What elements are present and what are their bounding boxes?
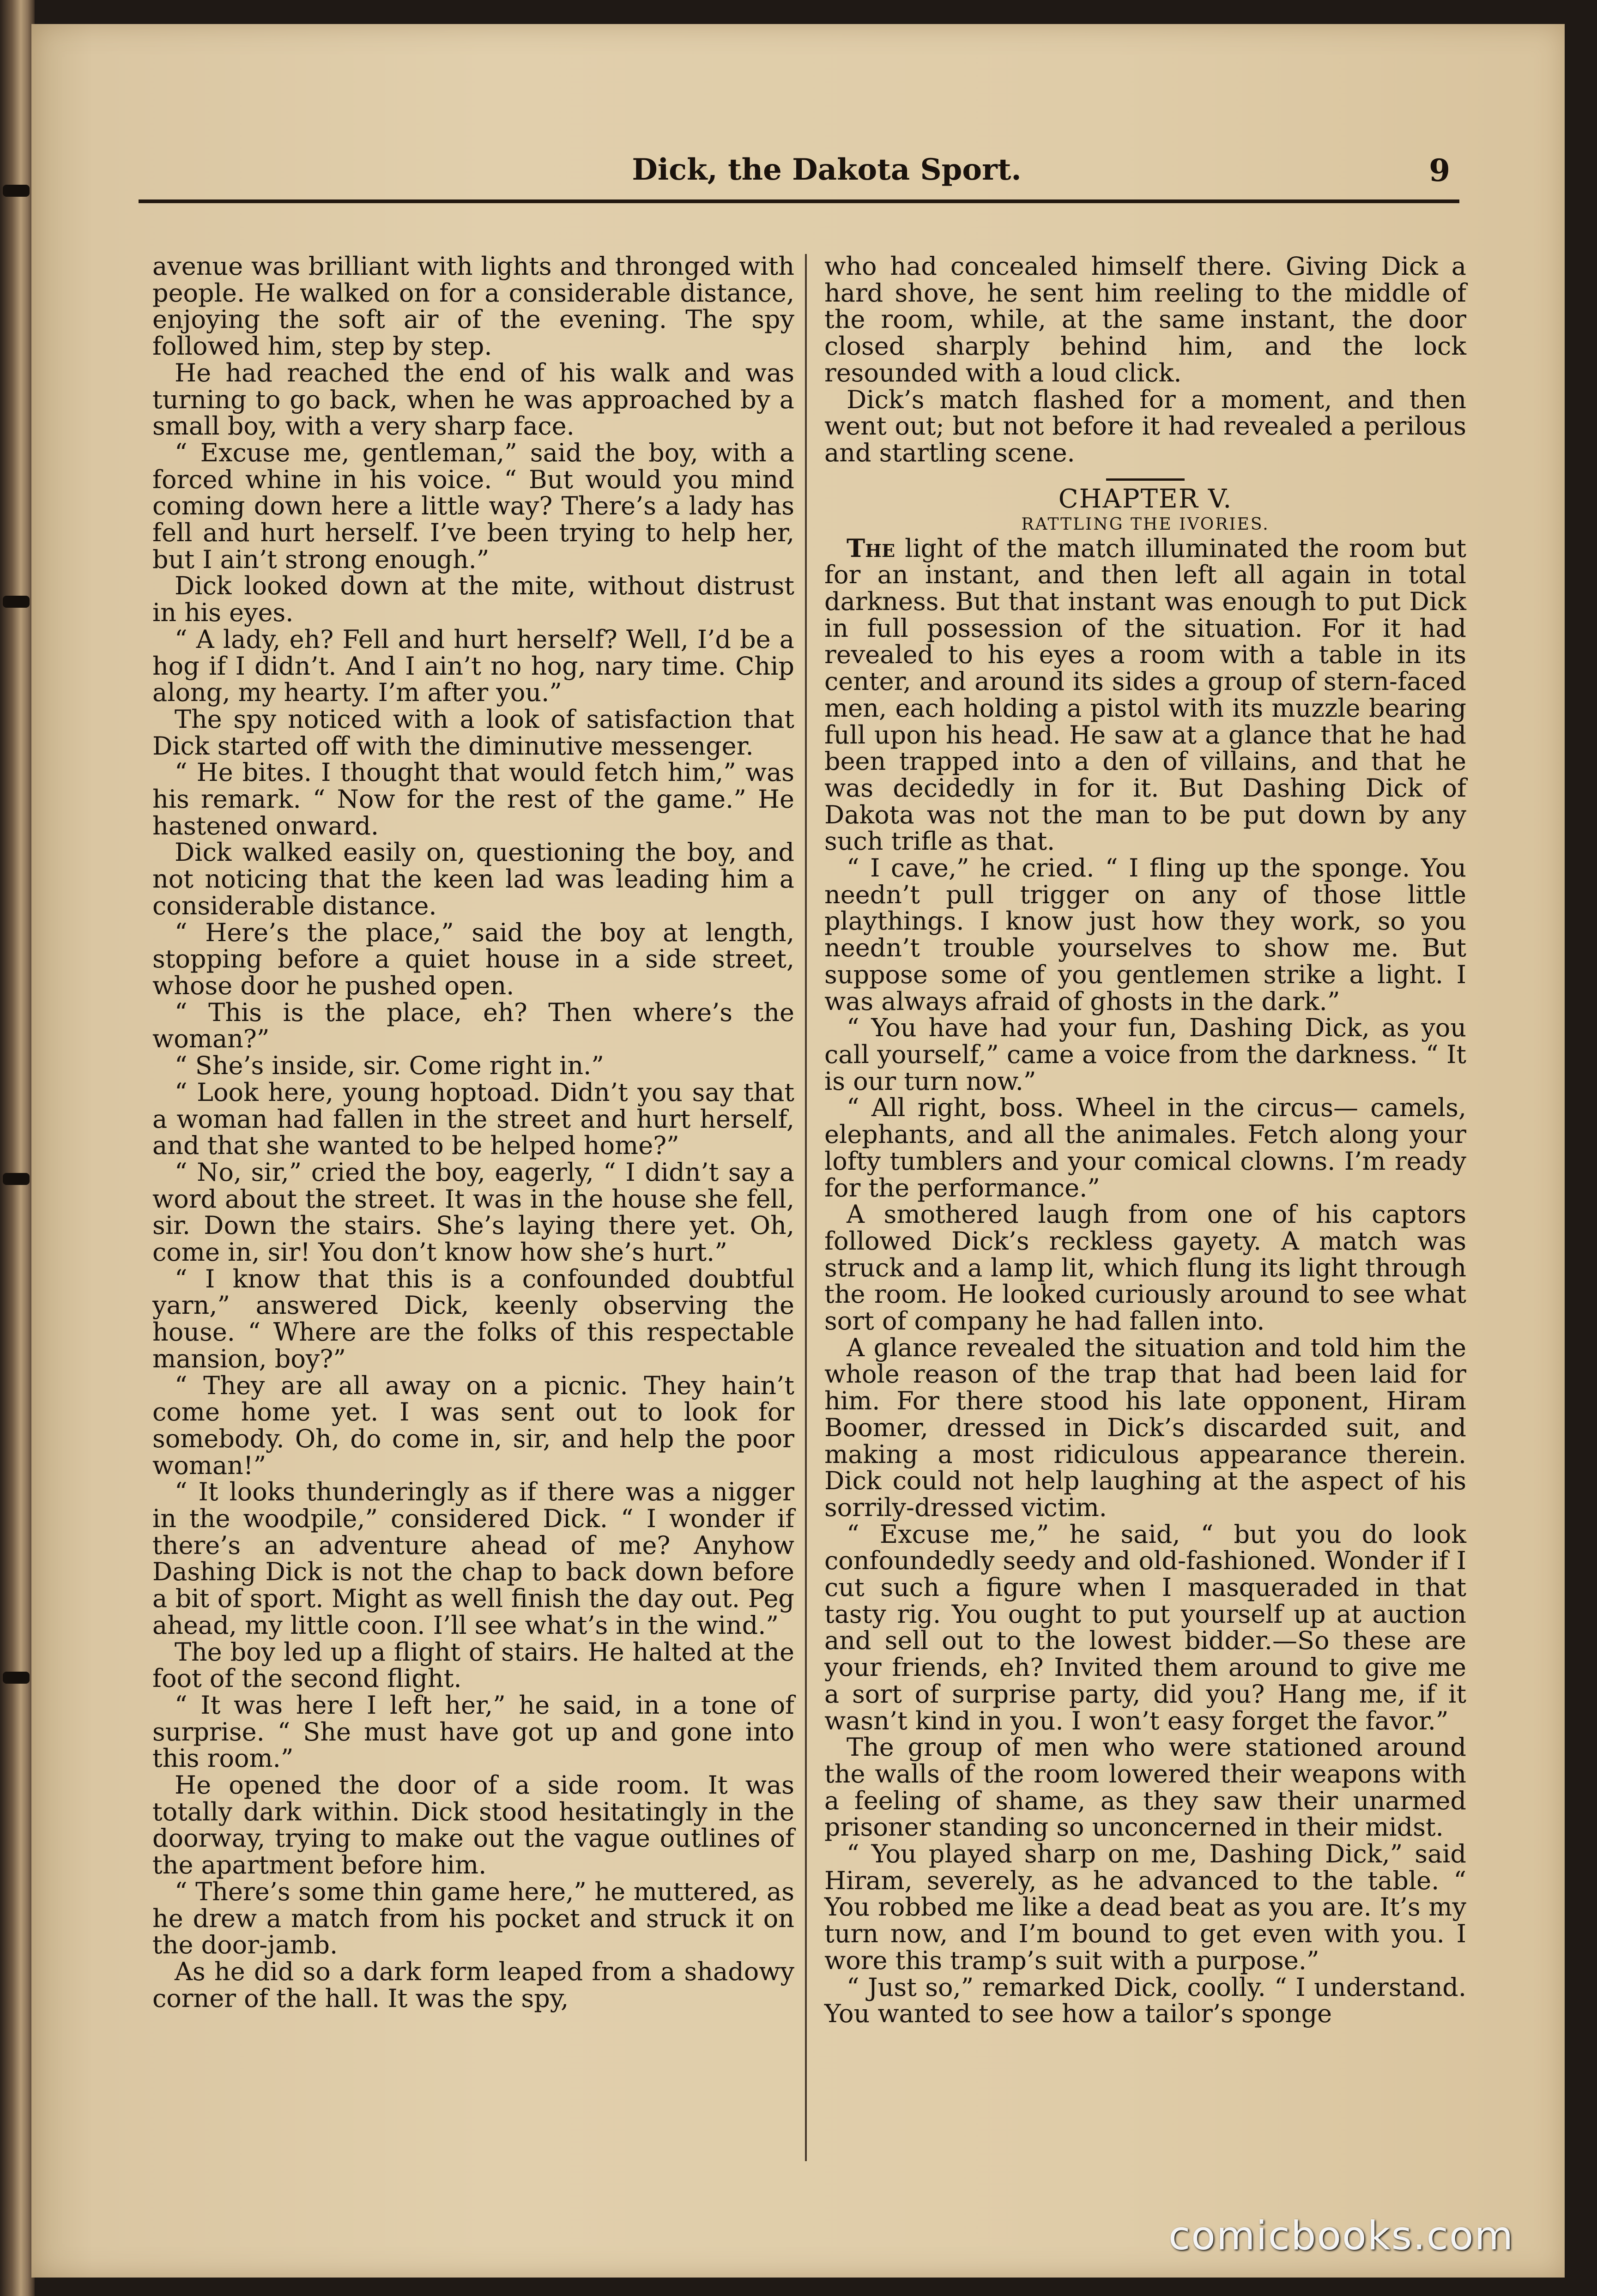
paragraph: “ You have had your fun, Dashing Dick, as you call yourself,” came a voice from the darkness. “ It is our turn now.”: [824, 1013, 1466, 1096]
paragraph: avenue was brilliant with lights and thronged with people. He walked on for a considerable distance, enjoying the soft air of the evening. The spy followed him, step by step.: [152, 252, 794, 361]
chapter-heading: CHAPTER V.: [1058, 483, 1233, 514]
column-divider: [805, 254, 807, 2161]
paragraph: Dick looked down at the mite, without distrust in his eyes.: [152, 571, 794, 628]
paragraph: “ It was here I left her,” he said, in a tone of surprise. “ She must have got up and gone into this room.”: [152, 1690, 794, 1773]
chapter-first-word: The: [847, 533, 895, 563]
binding-stitch: [3, 185, 30, 197]
paragraph: He had reached the end of his walk and was turning to go back, when he was approached by a small boy, with a very sharp face.: [152, 358, 794, 441]
paragraph: “ Look here, young hoptoad. Didn’t you say that a woman had fallen in the street and hurt herself, and that she wanted to be helped home?”: [152, 1077, 794, 1160]
binding-stitch: [3, 1173, 30, 1185]
paragraph: “ They are all away on a picnic. They hain’t come home yet. I was sent out to look for somebody. Oh, do come in, sir, and help the poor woman!”: [152, 1371, 794, 1480]
paragraph: Dick’s match flashed for a moment, and then went out; but not before it had revealed a perilous and startling scene.: [824, 385, 1466, 467]
paragraph: As he did so a dark form leaped from a shadowy corner of the hall. It was the spy,: [152, 1957, 794, 2013]
paragraph: who had concealed himself there. Giving Dick a hard shove, he sent him reeling to the middle of the room, while, at the same instant, the door closed sharply behind him, and the lock resounded with a loud click.: [824, 252, 1466, 387]
paragraph: The spy noticed with a look of satisfaction that Dick started off with the diminutive messenger.: [152, 704, 794, 761]
paragraph: He opened the door of a side room. It was totally dark within. Dick stood hesitatingly in the doorway, trying to make out the vague outlines of the apartment before him.: [152, 1770, 794, 1880]
header-rule: [139, 199, 1459, 203]
paragraph: A glance revealed the situation and told him the whole reason of the trap that had been laid for him. For there stood his late opponent, Hiram Boomer, dressed in Dick’s discarded suit, and making a most ridiculous appearance therein. Dick could not help laughing at the aspect of his sorrily-dressed victim.: [824, 1333, 1466, 1522]
paragraph: “ There’s some thin game here,” he muttered, as he drew a match from his pocket and struck it on the door-jamb.: [152, 1877, 794, 1960]
paragraph: “ I know that this is a confounded doubtful yarn,” answered Dick, keenly observing the house. “ Where are the folks of this respectable mansion, boy?”: [152, 1264, 794, 1373]
paragraph: “ He bites. I thought that would fetch him,” was his remark. “ Now for the rest of the game.” He hastened onward.: [152, 758, 794, 840]
chapter-opening-paragraph: [824, 535, 1466, 855]
binding-stitch: [3, 596, 30, 608]
paragraph: “ Just so,” remarked Dick, coolly. “ I understand. You wanted to see how a tailor’s sponge: [824, 1972, 1466, 2029]
paragraph: The group of men who were stationed around the walls of the room lowered their weapons with a feeling of shame, as they saw their unarmed prisoner standing so unconcerned in their midst.: [824, 1733, 1466, 1842]
binding-stitch: [3, 1672, 30, 1684]
paragraph: “ A lady, eh? Fell and hurt herself? Well, I’d be a hog if I didn’t. And I ain’t no hog, nary time. Chip along, my hearty. I’m after you.”: [152, 624, 794, 707]
page-number: 9: [1429, 152, 1450, 188]
paragraph: “ Excuse me, gentleman,” said the boy, with a forced whine in his voice. “ But would you mind coming down here a little way? There’s a lady has fell and hurt herself. I’ve been trying to help her, but I ain’t strong enough.”: [152, 438, 794, 574]
paragraph: A smothered laugh from one of his captors followed Dick’s reckless gayety. A match was struck and a lamp lit, which flung its light through the room. He looked curiously around to see what sort of company he had fallen into.: [824, 1200, 1466, 1336]
chapter-opening-text: light of the match illuminated the room but for an instant, and then left all again in total darkness. But that instant was enough to put Dick in full possession of the situation. For it had revealed to his eyes a room with a table in its center, and around its sides a group of stern-faced men, each holding a pistol with its muzzle bearing full upon his head. He saw at a glance that he had been trapped into a den of villains, and that he was decidedly in for it. But Dashing Dick of Dakota was not the man to be put down by any such trifle as that.: [824, 533, 1466, 856]
paragraph: “ This is the place, eh? Then where’s the woman?”: [152, 997, 794, 1054]
paragraph: “ I cave,” he cried. “ I fling up the sponge. You needn’t pull trigger on any of those little playthings. I know just how they work, so you needn’t trouble yourselves to show me. But suppose some of you gentlemen strike a light. I was always afraid of ghosts in the dark.”: [824, 853, 1466, 1016]
watermark: comicbooks.com: [1168, 2213, 1514, 2259]
paragraph: “ You played sharp on me, Dashing Dick,” said Hiram, severely, as he advanced to the table. “ You robbed me like a dead beat as you are. It’s my turn now, and I’m bound to get even with you. I wore this tramp’s suit with a purpose.”: [824, 1839, 1466, 1975]
paragraph: “ Excuse me,” he said, “ but you do look confoundedly seedy and old-fashioned. Wonder if I cut such a figure when I masqueraded in that tasty rig. You ought to put yourself up at auction and sell out to the lowest bidder.—So these are your friends, eh? Invited them around to give me a sort of surprise party, did you? Hang me, if it wasn’t kind in you. I won’t easy forget the favor.”: [824, 1519, 1466, 1735]
book-binding: [0, 0, 35, 2296]
paragraph: “ All right, boss. Wheel in the circus— camels, elephants, and all the animales. Fetch along your lofty tumblers and your comical clowns. I’m ready for the performance.”: [824, 1093, 1466, 1202]
paragraph: “ No, sir,” cried the boy, eagerly, “ I didn’t say a word about the street. It was in the house she fell, sir. Down the stairs. She’s laying there yet. Oh, come in, sir! You don’t know how she’s hurt.”: [152, 1157, 794, 1267]
right-column: [824, 253, 1466, 2027]
section-rule: [1106, 478, 1185, 481]
running-header-title: Dick, the Dakota Sport.: [632, 152, 1022, 187]
paragraph: “ It looks thunderingly as if there was a nigger in the woodpile,” considered Dick. “ I wonder if there’s an adventure ahead of me? Anyhow Dashing Dick is not the chap to back down before a bit of sport. Might as well finish the day out. Peg ahead, my little coon. I’ll see what’s in the wind.”: [152, 1477, 794, 1640]
paragraph: “ Here’s the place,” said the boy at length, stopping before a quiet house in a side street, whose door he pushed open.: [152, 918, 794, 1000]
paragraph: Dick walked easily on, questioning the boy, and not noticing that the keen lad was leading him a considerable distance.: [152, 838, 794, 920]
paragraph: The boy led up a flight of stairs. He halted at the foot of the second flight.: [152, 1637, 794, 1693]
chapter-subtitle: RATTLING THE IVORIES.: [1021, 514, 1270, 534]
left-column: [152, 253, 794, 2012]
paragraph: “ She’s inside, sir. Come right in.”: [175, 1051, 604, 1081]
